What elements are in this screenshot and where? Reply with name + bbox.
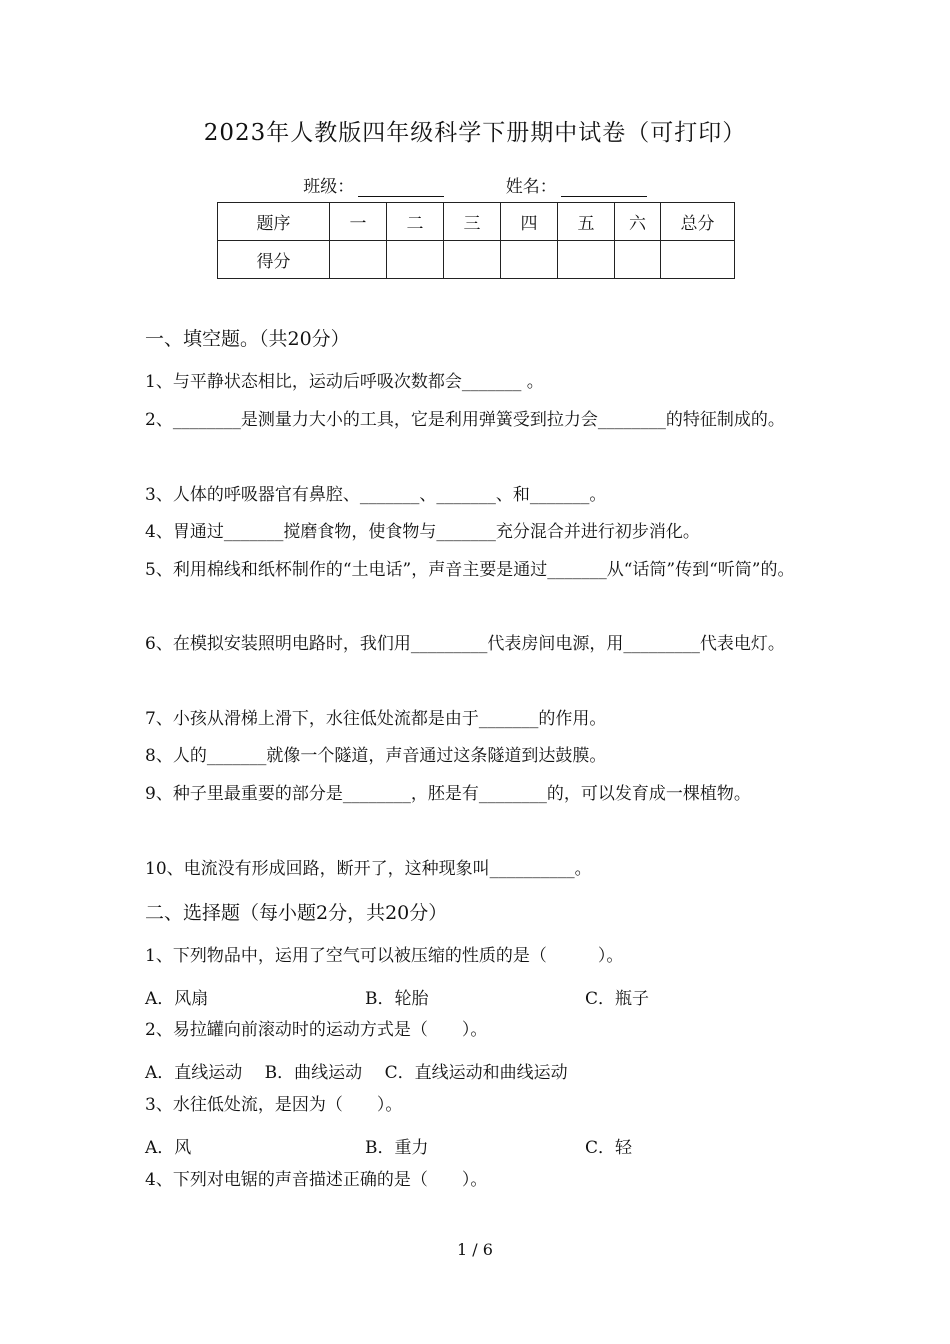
question-1-8: 8、人的_______就像一个隧道，声音通过这条隧道到达鼓膜。 <box>145 746 607 766</box>
question-2-3: 3、水往低处流，是因为（ ）。 <box>145 1095 403 1115</box>
question-2-3-option-a: A．风 <box>145 1138 192 1158</box>
name-label: 姓名： <box>505 177 557 197</box>
score-cell <box>558 241 615 279</box>
header-cell: 四 <box>501 203 558 241</box>
class-field <box>303 172 444 197</box>
score-cell <box>661 241 735 279</box>
question-2-1-option-c: C．瓶子 <box>585 989 650 1009</box>
question-1-6: 6、在模拟安装照明电路时，我们用_________代表房间电源，用_________代表电灯。 <box>145 634 785 654</box>
question-2-1: 1、下列物品中，运用了空气可以被压缩的性质的是（ ）。 <box>145 946 624 966</box>
question-1-10: 10、电流没有形成回路，断开了，这种现象叫__________。 <box>145 859 592 879</box>
score-table-score-row <box>218 241 735 279</box>
score-table-header-row <box>218 203 735 241</box>
question-1-7: 7、小孩从滑梯上滑下，水往低处流都是由于_______的作用。 <box>145 709 607 729</box>
page-number: 1 / 6 <box>457 1240 493 1259</box>
question-2-3-option-b: B．重力 <box>365 1138 429 1158</box>
question-1-5: 5、利用棉线和纸杯制作的“土电话”，声音主要是通过_______从“话筒”传到“听筒”的。 <box>145 560 795 580</box>
header-cell: 三 <box>444 203 501 241</box>
section-1-heading: 一、填空题。（共20分） <box>145 328 350 350</box>
header-cell: 总分 <box>661 203 735 241</box>
question-2-2-options: A．直线运动 B．曲线运动 C．直线运动和曲线运动 <box>145 1063 568 1083</box>
score-cell <box>330 241 387 279</box>
question-1-3: 3、人体的呼吸器官有鼻腔、_______、_______、和_______。 <box>145 485 607 505</box>
score-cell <box>501 241 558 279</box>
section-2-heading: 二、选择题（每小题2分，共20分） <box>145 902 448 924</box>
header-cell: 二 <box>387 203 444 241</box>
score-cell <box>387 241 444 279</box>
score-cell <box>444 241 501 279</box>
class-blank <box>358 178 444 197</box>
page-title: 2023年人教版四年级科学下册期中试卷（可打印） <box>203 120 747 146</box>
header-cell: 一 <box>330 203 387 241</box>
question-2-1-option-a: A．风扇 <box>145 989 209 1009</box>
header-cell: 五 <box>558 203 615 241</box>
score-cell <box>615 241 661 279</box>
name-blank <box>561 178 647 197</box>
question-2-3-option-c: C．轻 <box>585 1138 633 1158</box>
header-cell: 六 <box>615 203 661 241</box>
question-2-1-option-b: B．轮胎 <box>365 989 429 1009</box>
score-row-label: 得分 <box>218 241 330 279</box>
score-table <box>217 202 735 279</box>
question-2-4: 4、下列对电锯的声音描述正确的是（ ）。 <box>145 1170 488 1190</box>
question-1-9: 9、种子里最重要的部分是________，胚是有________的，可以发育成一棵植物。 <box>145 784 751 804</box>
question-2-2: 2、易拉罐向前滚动时的运动方式是（ ）。 <box>145 1020 488 1040</box>
question-1-1: 1、与平静状态相比，运动后呼吸次数都会_______ 。 <box>145 372 544 392</box>
header-cell: 题序 <box>218 203 330 241</box>
question-1-2: 2、________是测量力大小的工具，它是利用弹簧受到拉力会________的特征制成的。 <box>145 410 785 430</box>
class-label: 班级： <box>303 177 355 197</box>
student-info <box>0 172 950 197</box>
name-field <box>506 172 647 197</box>
question-1-4: 4、胃通过_______搅磨食物，使食物与_______充分混合并进行初步消化。 <box>145 522 700 542</box>
